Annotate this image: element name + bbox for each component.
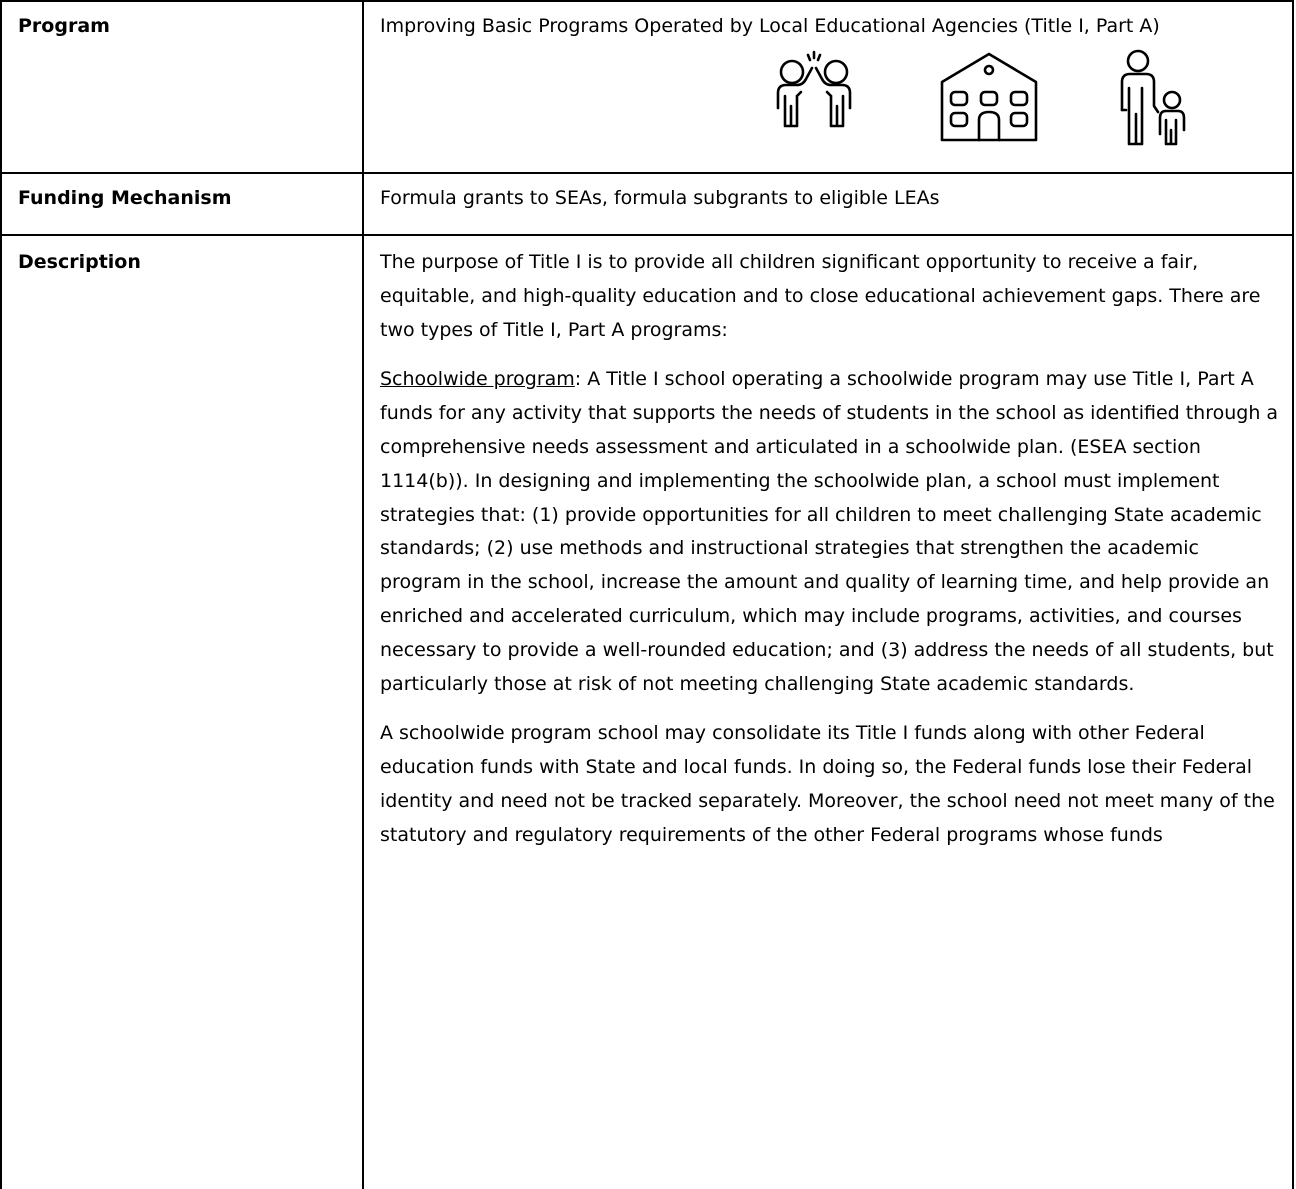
- description-cell: [363, 235, 1293, 1189]
- table-row-description: [1, 235, 1293, 1189]
- students-high-five-icon: [770, 48, 860, 148]
- table-row-funding: [1, 173, 1293, 235]
- program-icons: [380, 44, 1286, 150]
- description-intro: The purpose of Title I is to provide all children significant opportunity to receive a fair, equitable, and high-quality education and to close educational achievement gaps. There are two types of Title I, Part A programs:: [380, 251, 1261, 341]
- schoolwide-heading: Schoolwide program: [380, 368, 575, 391]
- schoolwide-text: : A Title I school operating a schoolwide program may use Title I, Part A funds for any activity that supports the needs of students in the school as identified through a comprehensive needs assessment and articulated in a schoolwide plan. (ESEA section 1114(b)). In designing and implementing the schoolwide plan, a school must implement strategies that: (1) provide opportunities for all children to meet challenging State academic standards; (2) use methods and instructional strategies that strengthen the academic program in the school, increase the amount and quality of learning time, and help provide an enriched and accelerated curriculum, which may include programs, activities, and courses necessary to provide a well-rounded education; and (3) address the needs of all students, but particularly those at risk of not meeting challenging State academic standards.: [380, 368, 1279, 695]
- schoolwide-paragraph: [380, 363, 1286, 701]
- program-label: Program: [1, 1, 363, 173]
- funding-label: Funding Mechanism: [1, 173, 363, 235]
- program-value: Improving Basic Programs Operated by Local Educational Agencies (Title I, Part A): [380, 15, 1160, 37]
- parent-and-child-icon: [1110, 48, 1190, 148]
- school-building-icon: [936, 48, 1042, 148]
- table-row-program: [1, 1, 1293, 173]
- consolidate-paragraph: A schoolwide program school may consolidate its Title I funds along with other Federal education funds with State and local funds. In doing so, the Federal funds lose their Federal identity and need not be tracked separately. Moreover, the school need not meet many of the statutory and regulatory requirements of the other Federal programs whose funds: [380, 722, 1275, 846]
- program-cell: [363, 1, 1293, 173]
- funding-value: Formula grants to SEAs, formula subgrants to eligible LEAs: [363, 173, 1293, 235]
- description-label: Description: [1, 235, 363, 1189]
